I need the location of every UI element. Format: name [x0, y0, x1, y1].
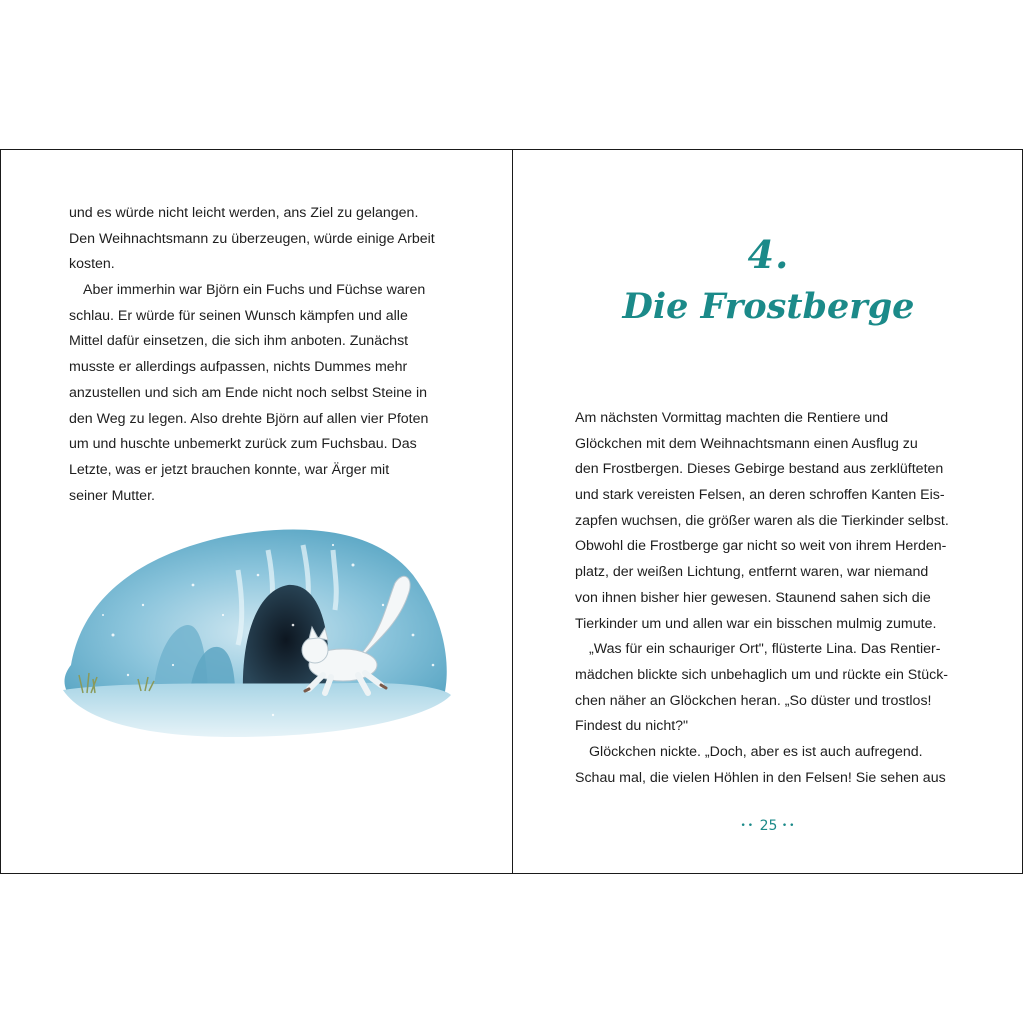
text-line: „Was für ein schauriger Ort", flüsterte Lina. Das Rentier-: [589, 641, 941, 658]
page-number: [513, 818, 1024, 834]
text-line: schlau. Er würde für seinen Wunsch kämpfen und alle: [69, 307, 408, 324]
text-line: zapfen wuchsen, die größer waren als die Tierkinder selbst.: [575, 512, 949, 529]
text-line: platz, der weißen Lichtung, entfernt waren, war niemand: [575, 564, 929, 581]
text-line: Am nächsten Vormittag machten die Rentiere und: [575, 410, 889, 426]
text-line: kosten.: [69, 256, 115, 273]
ornament-left: ••: [740, 821, 756, 831]
right-page: [513, 150, 1024, 873]
text-line: anzustellen und sich am Ende nicht noch selbst Steine in: [69, 384, 428, 401]
ornament-right: ••: [781, 821, 797, 831]
text-line: Letzte, was er jetzt brauchen konnte, war Ärger mit: [69, 461, 390, 478]
text-line: Obwohl die Frostberge gar nicht so weit von ihrem Herden-: [575, 538, 947, 555]
chapter-number: 4.: [747, 232, 790, 277]
text-line: den Weg zu legen. Also drehte Björn auf allen vier Pfoten: [69, 410, 429, 427]
snowy-cave-fox-illustration: [53, 515, 453, 750]
text-line: Findest du nicht?": [575, 718, 689, 735]
text-line: von ihnen bisher hier gewesen. Staunend sahen sich die: [575, 589, 931, 606]
text-line: chen näher an Glöckchen heran. „So düster und trostlos!: [575, 692, 932, 709]
text-line: den Frostbergen. Dieses Gebirge bestand aus zerklüfteten: [575, 461, 944, 478]
text-line: und es würde nicht leicht werden, ans Ziel zu gelangen.: [69, 205, 419, 221]
right-page-text: [575, 406, 965, 791]
text-line: Glöckchen nickte. „Doch, aber es ist auch aufregend.: [589, 743, 923, 760]
text-line: Glöckchen mit dem Weihnachtsmann einen Ausflug zu: [575, 435, 918, 452]
text-line: um und huschte unbemerkt zurück zum Fuchsbau. Das: [69, 436, 417, 453]
text-line: Schau mal, die vielen Höhlen in den Felsen! Sie sehen aus: [575, 769, 946, 786]
text-line: musste er allerdings aufpassen, nichts Dummes mehr: [69, 359, 408, 376]
text-line: und stark vereisten Felsen, an deren schroffen Kanten Eis-: [575, 487, 945, 504]
left-page: [1, 150, 513, 873]
book-spread: [0, 149, 1023, 874]
text-line: Mittel dafür einsetzen, die sich ihm anboten. Zunächst: [69, 333, 409, 350]
snow-ground: [63, 683, 451, 737]
left-page-text: [69, 201, 449, 509]
text-line: mädchen blickte sich unbehaglich um und rückte ein Stück-: [575, 666, 949, 683]
page-number-value: 25: [759, 818, 778, 834]
text-line: Aber immerhin war Björn ein Fuchs und Füchse waren: [83, 282, 426, 299]
text-line: seiner Mutter.: [69, 487, 155, 504]
chapter-title: Die Frostberge: [622, 286, 915, 327]
text-line: Tierkinder um und allen war ein bisschen mulmig zumute.: [575, 615, 937, 632]
text-line: Den Weihnachtsmann zu überzeugen, würde einige Arbeit: [69, 230, 435, 247]
